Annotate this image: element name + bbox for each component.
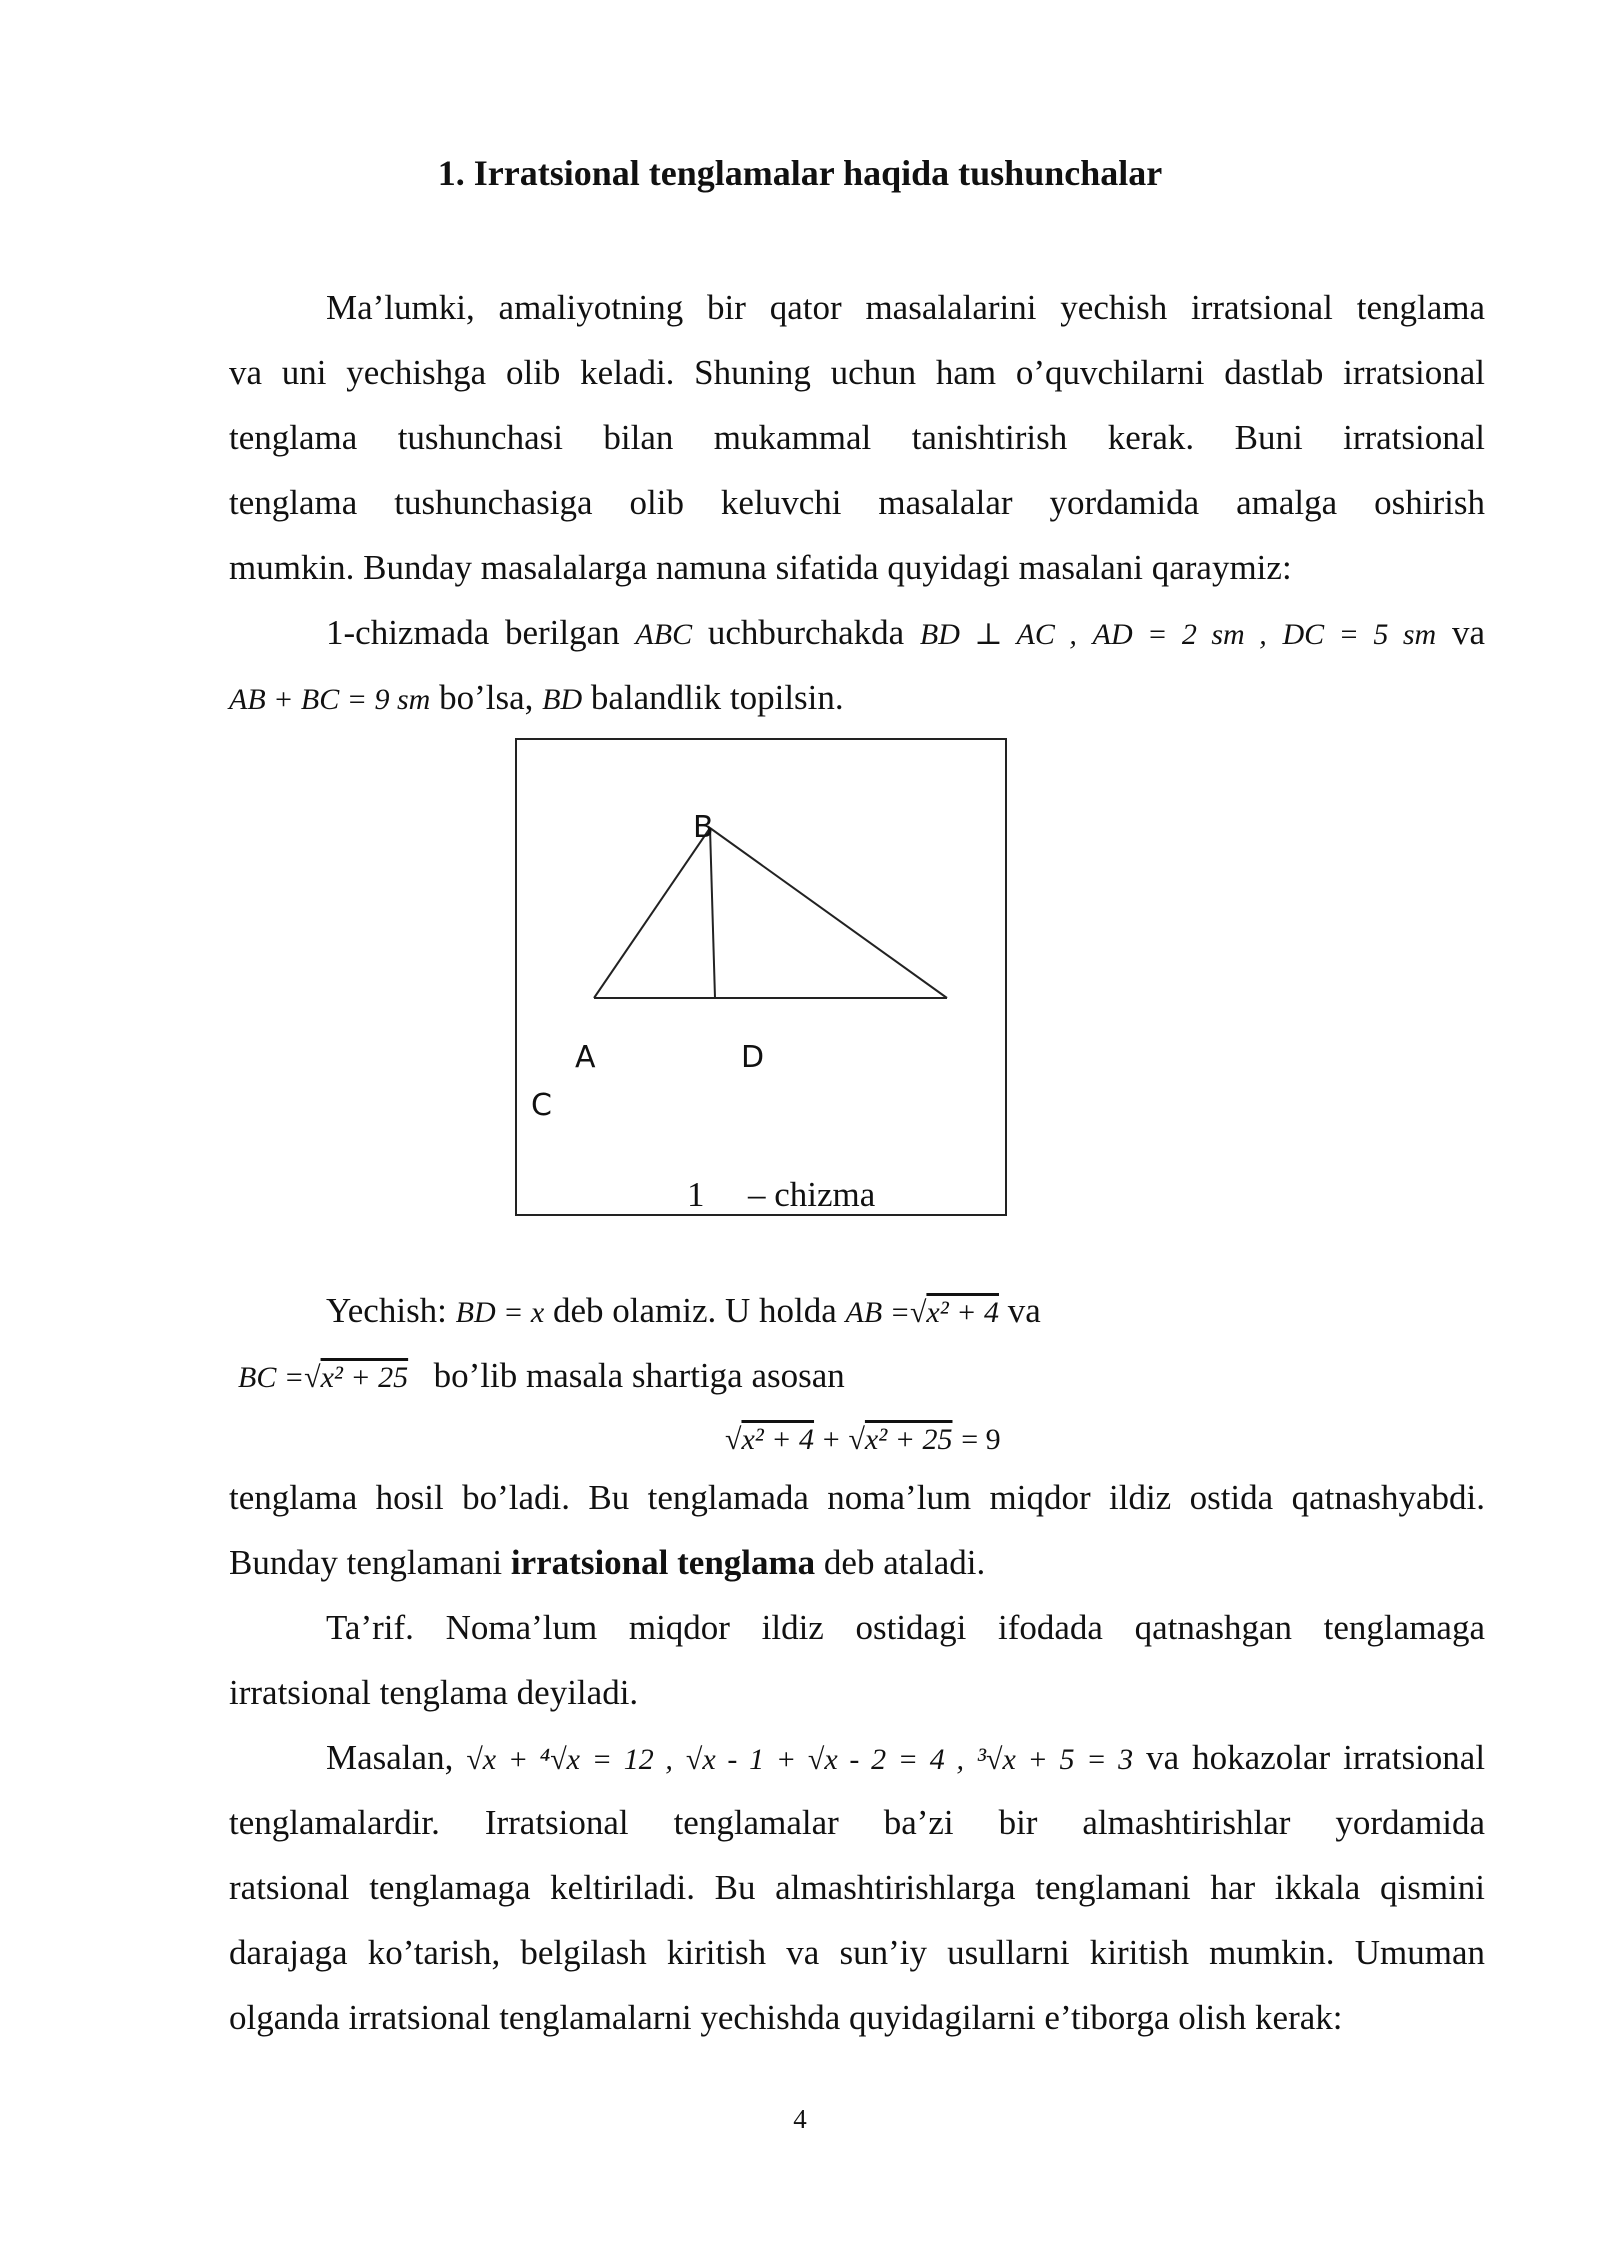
examples-line-1 bbox=[326, 1725, 1485, 1792]
intro-text-1: Ma’lumki, amaliyotning bir qator masalalarini yechish irratsional tenglama bbox=[326, 288, 1485, 327]
equation-plus: + bbox=[822, 1423, 840, 1456]
solution-after-1 bbox=[229, 1465, 1485, 1530]
intro-line-2 bbox=[229, 340, 1485, 405]
condition-sum: AB + BC = 9 sm bbox=[229, 683, 431, 716]
definition-line-1 bbox=[326, 1595, 1485, 1660]
equation-right-radicand: x² + 25 bbox=[864, 1423, 953, 1456]
after-text-2c: deb ataladi. bbox=[823, 1543, 986, 1582]
definition-text-1: Ta’rif. Noma’lum miqdor ildiz ostidagi ifodada qatnashgan tenglamaga bbox=[326, 1608, 1485, 1647]
solution-mid: deb olamiz. U holda bbox=[552, 1291, 837, 1330]
sqrt-symbol-2: √ bbox=[304, 1361, 321, 1394]
vertex-label-d: D bbox=[741, 1040, 765, 1075]
example-equation-3: ³√x + 5 = 3 bbox=[977, 1743, 1134, 1776]
caption-text: – chizma bbox=[748, 1175, 876, 1214]
examples-text-5: olganda irratsional tenglamalarni yechishda quyidagilarni e’tiborga olish kerak: bbox=[229, 1998, 1343, 2037]
intro-line-5 bbox=[229, 535, 1485, 600]
page-number: 4 bbox=[793, 2104, 807, 2134]
examples-text-2: tenglamalardir. Irratsional tenglamalar ba’zi bir almashtirishlar yordamida bbox=[229, 1803, 1485, 1842]
caption-number: 1 bbox=[687, 1175, 705, 1214]
problem-word-triangle: uchburchakda bbox=[707, 613, 905, 652]
examples-tail: va hokazolar irratsional bbox=[1146, 1738, 1486, 1777]
problem-tail-b: balandlik topilsin. bbox=[590, 678, 844, 717]
intro-line-3 bbox=[229, 405, 1485, 470]
problem-line-2 bbox=[229, 665, 844, 732]
solution-tail: bo’lib masala shartiga asosan bbox=[433, 1356, 845, 1395]
examples-lead: Masalan, bbox=[326, 1738, 454, 1777]
solution-after-2 bbox=[229, 1530, 1485, 1595]
solution-line-2 bbox=[238, 1343, 845, 1410]
figure-caption bbox=[687, 1175, 875, 1215]
vertex-label-c: C bbox=[531, 1088, 552, 1123]
sqrt-symbol-4: √ bbox=[848, 1423, 865, 1456]
section-title: 1. Irratsional tenglamalar haqida tushunchalar bbox=[437, 153, 1163, 193]
problem-lead: 1-chizmada berilgan bbox=[326, 613, 620, 652]
definition-line-2 bbox=[229, 1660, 1485, 1725]
side-ab bbox=[594, 828, 710, 998]
solution-va: va bbox=[1007, 1291, 1041, 1330]
examples-line-4 bbox=[229, 1920, 1485, 1985]
intro-text-4: tenglama tushunchasiga olib keluvchi masalalar yordamida amalga oshirish bbox=[229, 483, 1485, 522]
problem-tail-a: bo’lsa, bbox=[439, 678, 534, 717]
intro-text-2: va uni yechishga olib keladi. Shuning uchun ham o’quvchilarni dastlab irratsional bbox=[229, 353, 1485, 392]
example-equation-2: √x - 1 + √x - 2 = 4 , bbox=[685, 1743, 965, 1776]
examples-text-3: ratsional tenglamaga keltiriladi. Bu almashtirishlarga tenglamani har ikkala qismini bbox=[229, 1868, 1485, 1907]
intro-line-4 bbox=[229, 470, 1485, 535]
solution-ab-eq: AB = bbox=[845, 1296, 910, 1329]
intro-text-3: tenglama tushunchasi bilan mukammal tanishtirish kerak. Buni irratsional bbox=[229, 418, 1485, 457]
figure-box bbox=[515, 738, 1007, 1216]
height-bd bbox=[710, 828, 715, 998]
equation-left-radicand: x² + 4 bbox=[741, 1423, 815, 1456]
sqrt-symbol-1: √ bbox=[909, 1296, 927, 1329]
example-equation-1: √x + ⁴√x = 12 , bbox=[466, 1743, 673, 1776]
problem-va: va bbox=[1451, 613, 1486, 652]
sqrt-symbol-3: √ bbox=[725, 1423, 742, 1456]
equation-rhs: = 9 bbox=[961, 1423, 1001, 1456]
keyword-irrational-equation: irratsional tenglama bbox=[510, 1543, 816, 1582]
problem-bd: BD bbox=[542, 683, 583, 716]
condition-perpendicular: BD ⊥ AC , bbox=[919, 618, 1077, 651]
side-bc bbox=[710, 828, 947, 998]
examples-line-2 bbox=[229, 1790, 1485, 1855]
after-text-2a: Bunday tenglamani bbox=[229, 1543, 503, 1582]
examples-text-4: darajaga ko’tarish, belgilash kiritish va sun’iy usullarni kiritish mumkin. Umuman bbox=[229, 1933, 1485, 1972]
condition-dc: DC = 5 sm bbox=[1282, 618, 1437, 651]
solution-bd-eq: BD = x bbox=[455, 1296, 545, 1329]
vertex-label-b: B bbox=[693, 810, 714, 845]
solution-lead: Yechish: bbox=[326, 1291, 447, 1330]
after-text-1: tenglama hosil bo’ladi. Bu tenglamada noma’lum miqdor ildiz ostida qatnashyabdi. bbox=[229, 1478, 1485, 1517]
examples-line-5 bbox=[229, 1985, 1485, 2050]
definition-text-2: irratsional tenglama deyiladi. bbox=[229, 1673, 639, 1712]
intro-line-1 bbox=[326, 275, 1485, 340]
intro-text-5: mumkin. Bunday masalalarga namuna sifatida quyidagi masalani qaraymiz: bbox=[229, 548, 1292, 587]
solution-bc-radicand: x² + 25 bbox=[320, 1361, 409, 1394]
vertex-label-a: A bbox=[575, 1040, 596, 1075]
condition-ad: AD = 2 sm , bbox=[1092, 618, 1267, 651]
solution-ab-radicand: x² + 4 bbox=[926, 1296, 999, 1329]
solution-line-1 bbox=[326, 1278, 1041, 1345]
examples-line-3 bbox=[229, 1855, 1485, 1920]
solution-bc-eq: BC = bbox=[238, 1361, 305, 1394]
problem-line-1 bbox=[326, 600, 1485, 667]
main-equation bbox=[725, 1408, 1001, 1470]
triangle-name: ABC bbox=[635, 618, 693, 651]
triangle-diagram bbox=[517, 740, 1009, 1218]
